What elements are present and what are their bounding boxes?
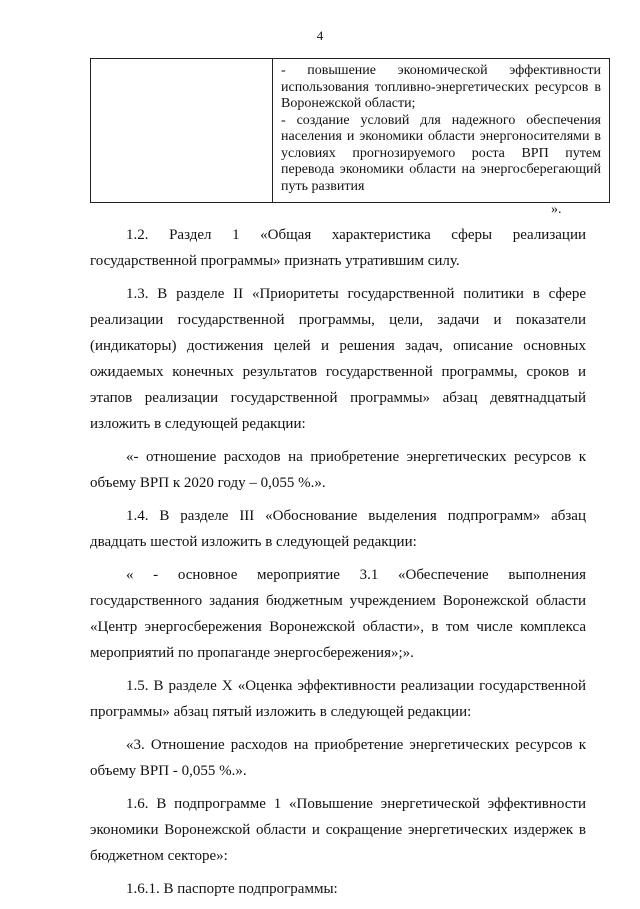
paragraph-1-4: 1.4. В разделе III «Обоснование выделения подпрограмм» абзац двадцать шестой изложить в следующей редакции: xyxy=(90,508,586,550)
document-body xyxy=(90,222,586,909)
paragraph-1-2: 1.2. Раздел 1 «Общая характеристика сферы реализации государственной программы» признать утратившим силу. xyxy=(90,227,586,269)
table-item: - создание условий для надежного обеспечения населения и экономики области энергоносителями в условиях прогнозируемого роста ВРП путем перевода экономики области на энергосберегающий путь развития xyxy=(281,112,601,194)
table-left-cell xyxy=(91,59,273,202)
quoted-amendment: «- отношение расходов на приобретение энергетических ресурсов к объему ВРП к 2020 году – 0,055 %.». xyxy=(90,449,586,491)
passport-table-fragment xyxy=(90,58,610,203)
paragraph-1-5: 1.5. В разделе X «Оценка эффективности реализации государственной программы» абзац пятый изложить в следующей редакции: xyxy=(90,678,586,720)
paragraph-1-6-1: 1.6.1. В паспорте подпрограммы: xyxy=(126,881,338,897)
quoted-amendment: «3. Отношение расходов на приобретение энергетических ресурсов к объему ВРП - 0,055 %.». xyxy=(90,737,586,779)
paragraph-1-6: 1.6. В подпрограмме 1 «Повышение энергетической эффективности экономики Воронежской области и сокращение энергетических издержек в бюджетном секторе»: xyxy=(90,796,586,864)
closing-quote: ». xyxy=(551,202,562,217)
page-number: 4 xyxy=(316,28,324,43)
table-item: - повышение экономической эффективности использования топливно-энергетических ресурсов в Воронежской области; xyxy=(281,63,601,111)
quoted-amendment: « - основное мероприятие 3.1 «Обеспечение выполнения государственного задания бюджетным учреждением Воронежской области «Центр энергосбережения Воронежской области», в том числе комплекса мероприятий по пропаганде энергосбережения»;». xyxy=(90,567,586,661)
paragraph-1-3: 1.3. В разделе II «Приоритеты государственной политики в сфере реализации государственной программы, цели, задачи и показатели (индикаторы) достижения целей и решения задач, описание основных ожидаемых конечных результатов государственной программы, сроков и этапов реализации государственной программы» абзац девятнадцатый изложить в следующей редакции: xyxy=(90,286,586,432)
table-right-cell xyxy=(281,63,601,195)
